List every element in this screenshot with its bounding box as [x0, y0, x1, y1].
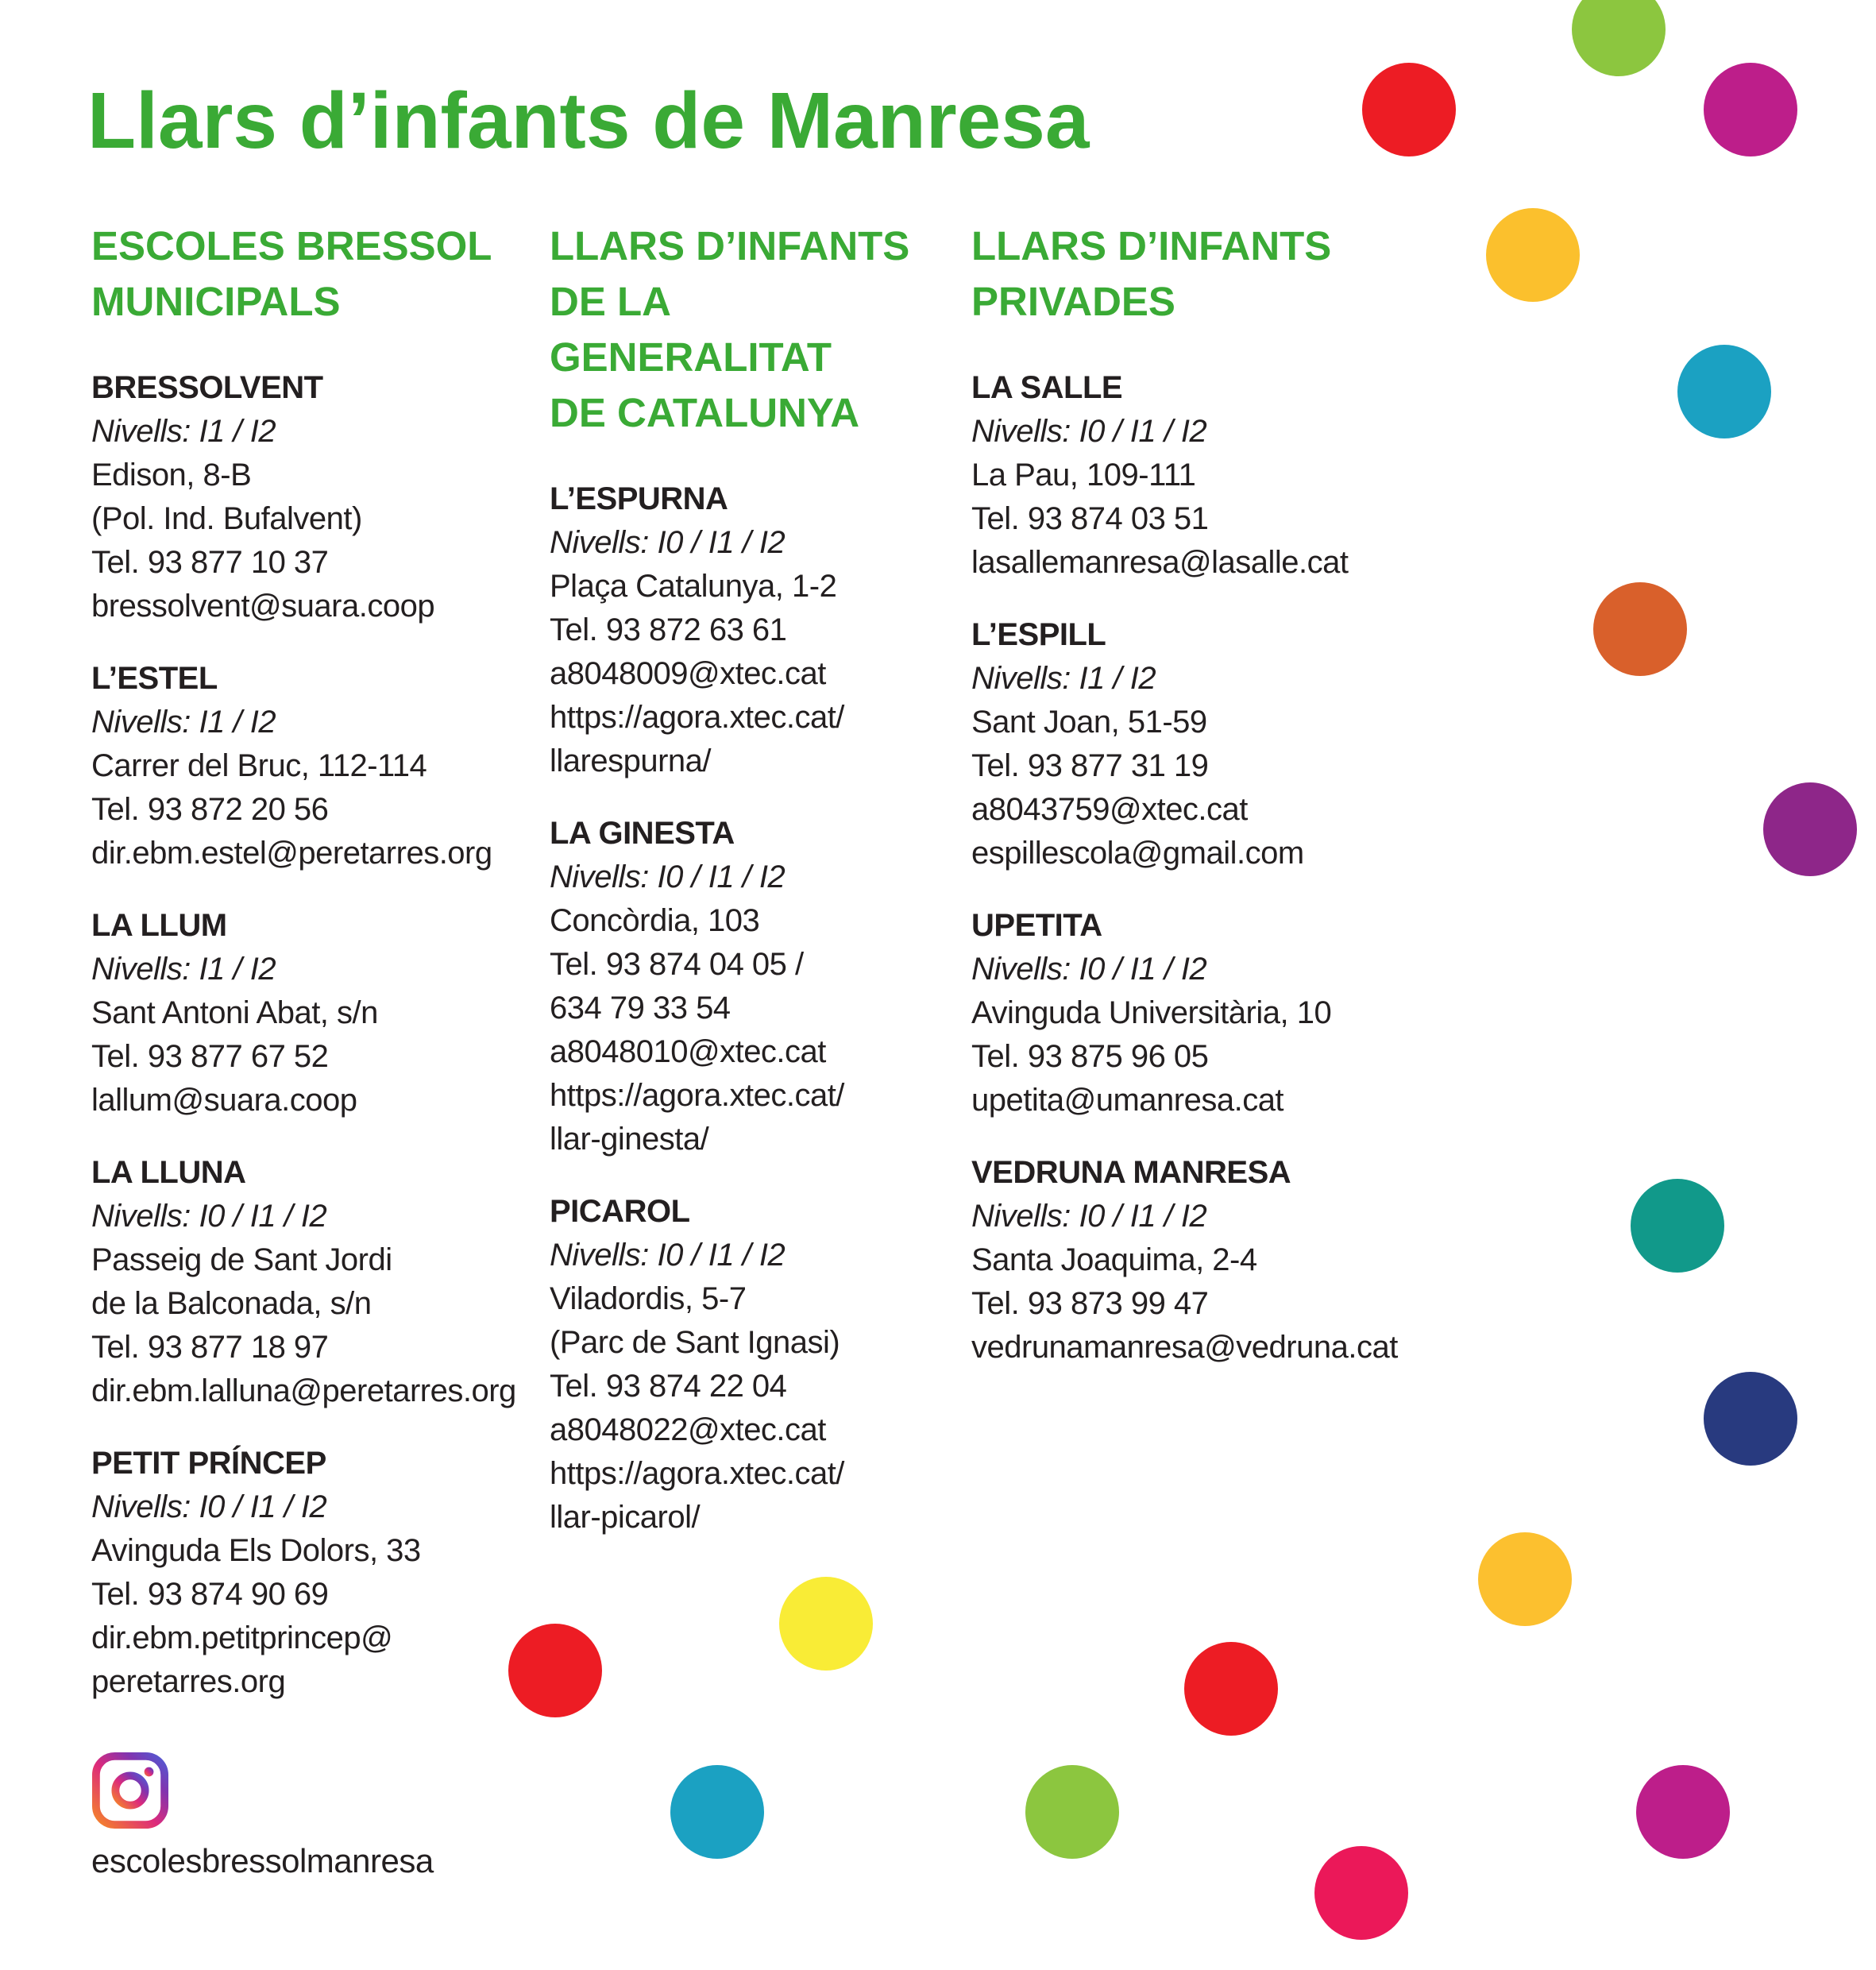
school-email: a8048009@xtec.cat — [550, 656, 826, 691]
school-address: Santa Joaquima, 2-4 — [971, 1242, 1257, 1277]
school-name: BRESSOLVENT — [91, 370, 323, 405]
decorative-dot-red — [508, 1624, 602, 1717]
school-name: LA GINESTA — [550, 816, 735, 851]
column-generalitat — [550, 218, 963, 1568]
school-address: Concòrdia, 103 — [550, 903, 760, 938]
school-address: Viladordis, 5-7 — [550, 1281, 747, 1316]
school-phone: Tel. 93 872 20 56 — [91, 792, 329, 827]
school-phone: Tel. 93 875 96 05 — [971, 1039, 1209, 1074]
instagram-link[interactable] — [91, 1752, 434, 1883]
school-entry-lestel — [91, 657, 520, 875]
school-website: https://agora.xtec.cat/ — [550, 1456, 844, 1491]
decorative-dot-blue — [670, 1765, 764, 1859]
school-entry-la-lluna — [91, 1151, 520, 1413]
school-levels: Nivells: I0 / I1 / I2 — [550, 1238, 786, 1273]
instagram-icon — [91, 1752, 169, 1829]
school-address: Plaça Catalunya, 1-2 — [550, 569, 837, 604]
decorative-dot-pink — [1314, 1846, 1408, 1940]
page-title: Llars d’infants de Manresa — [87, 76, 1090, 165]
school-website: llarespurna/ — [550, 744, 712, 778]
school-email: dir.ebm.lalluna@peretarres.org — [91, 1373, 516, 1408]
decorative-dot-navy — [1704, 1372, 1797, 1466]
school-entry-la-ginesta — [550, 812, 963, 1161]
column-escoles-bressol — [91, 218, 520, 1732]
decorative-dot-green — [1572, 0, 1666, 76]
school-name: LA LLUNA — [91, 1155, 246, 1190]
decorative-dot-yellow — [1478, 1532, 1572, 1626]
school-email: a8043759@xtec.cat — [971, 792, 1248, 827]
school-name: L’ESPILL — [971, 617, 1106, 652]
school-email: lasallemanresa@lasalle.cat — [971, 545, 1349, 580]
decorative-dot-lemon — [779, 1577, 873, 1671]
school-address: Avinguda Els Dolors, 33 — [91, 1533, 421, 1568]
decorative-dot-teal — [1631, 1179, 1724, 1273]
school-address: de la Balconada, s/n — [91, 1286, 372, 1321]
decorative-dot-purple — [1763, 782, 1857, 876]
school-phone: Tel. 93 872 63 61 — [550, 612, 787, 647]
school-levels: Nivells: I0 / I1 / I2 — [971, 414, 1207, 449]
school-address: Sant Antoni Abat, s/n — [91, 995, 378, 1030]
school-entry-upetita — [971, 904, 1416, 1122]
school-website: llar-ginesta/ — [550, 1122, 709, 1157]
school-address: Carrer del Bruc, 112-114 — [91, 748, 427, 783]
school-entry-picarol — [550, 1190, 963, 1539]
school-levels: Nivells: I1 / I2 — [91, 952, 276, 987]
school-website: llar-picarol/ — [550, 1500, 701, 1535]
school-email: bressolvent@suara.coop — [91, 589, 435, 624]
school-entry-lespurna — [550, 477, 963, 783]
school-entry-bressolvent — [91, 366, 520, 628]
school-address: Edison, 8-B — [91, 458, 252, 492]
school-name: LA LLUM — [91, 908, 227, 943]
school-levels: Nivells: I0 / I1 / I2 — [550, 859, 786, 894]
school-levels: Nivells: I0 / I1 / I2 — [971, 952, 1207, 987]
column-heading: LLARS D’INFANTS DE LA GENERALITAT DE CATALUNYA — [550, 223, 910, 435]
school-name: VEDRUNA MANRESA — [971, 1155, 1291, 1190]
school-address: (Pol. Ind. Bufalvent) — [91, 501, 362, 536]
column-heading: LLARS D’INFANTS PRIVADES — [971, 223, 1332, 324]
decorative-dot-orange — [1593, 582, 1687, 676]
school-phone: Tel. 93 874 90 69 — [91, 1577, 329, 1612]
school-name: UPETITA — [971, 908, 1102, 943]
school-email: peretarres.org — [91, 1664, 286, 1699]
school-name: L’ESTEL — [91, 661, 218, 696]
decorative-dot-green — [1025, 1765, 1119, 1859]
school-phone: 634 79 33 54 — [550, 991, 731, 1026]
school-name: LA SALLE — [971, 370, 1123, 405]
school-entry-la-salle — [971, 366, 1416, 585]
school-phone: Tel. 93 873 99 47 — [971, 1286, 1209, 1321]
school-address: Avinguda Universitària, 10 — [971, 995, 1332, 1030]
school-phone: Tel. 93 874 04 05 / — [550, 947, 804, 982]
school-email: vedrunamanresa@vedruna.cat — [971, 1330, 1398, 1365]
school-entry-petit-princep — [91, 1442, 520, 1704]
school-email: upetita@umanresa.cat — [971, 1083, 1284, 1118]
school-phone: Tel. 93 877 31 19 — [971, 748, 1209, 783]
school-website: https://agora.xtec.cat/ — [550, 700, 844, 735]
school-name: L’ESPURNA — [550, 481, 728, 516]
school-levels: Nivells: I0 / I1 / I2 — [91, 1489, 327, 1524]
school-phone: Tel. 93 877 10 37 — [91, 545, 329, 580]
school-levels: Nivells: I0 / I1 / I2 — [550, 525, 786, 560]
school-levels: Nivells: I1 / I2 — [91, 414, 276, 449]
school-phone: Tel. 93 877 18 97 — [91, 1330, 329, 1365]
school-levels: Nivells: I1 / I2 — [91, 705, 276, 740]
decorative-dot-yellow — [1486, 208, 1580, 302]
school-entry-vedruna-manresa — [971, 1151, 1416, 1369]
school-email: lallum@suara.coop — [91, 1083, 357, 1118]
school-address: Passeig de Sant Jordi — [91, 1242, 392, 1277]
school-phone: Tel. 93 874 03 51 — [971, 501, 1209, 536]
school-email: dir.ebm.estel@peretarres.org — [91, 836, 492, 871]
school-entry-lespill — [971, 613, 1416, 875]
school-address: Sant Joan, 51-59 — [971, 705, 1207, 740]
decorative-dot-red — [1362, 63, 1456, 156]
decorative-dot-blue — [1677, 345, 1771, 438]
school-email: a8048022@xtec.cat — [550, 1412, 826, 1447]
school-phone: Tel. 93 877 67 52 — [91, 1039, 329, 1074]
school-email: espillescola@gmail.com — [971, 836, 1304, 871]
school-address: La Pau, 109-111 — [971, 458, 1196, 492]
decorative-dot-magenta — [1636, 1765, 1730, 1859]
school-phone: Tel. 93 874 22 04 — [550, 1369, 787, 1404]
decorative-dot-red — [1184, 1642, 1278, 1736]
school-name: PETIT PRÍNCEP — [91, 1446, 326, 1481]
school-email: a8048010@xtec.cat — [550, 1034, 826, 1069]
school-address: (Parc de Sant Ignasi) — [550, 1325, 840, 1360]
school-email: dir.ebm.petitprincep@ — [91, 1620, 393, 1655]
school-website: https://agora.xtec.cat/ — [550, 1078, 844, 1113]
decorative-dot-magenta — [1704, 63, 1797, 156]
school-name: PICAROL — [550, 1194, 690, 1229]
instagram-handle: escolesbressolmanresa — [91, 1842, 434, 1879]
school-levels: Nivells: I0 / I1 / I2 — [971, 1199, 1207, 1234]
column-privades — [971, 218, 1416, 1398]
school-levels: Nivells: I0 / I1 / I2 — [91, 1199, 327, 1234]
school-levels: Nivells: I1 / I2 — [971, 661, 1156, 696]
column-heading: ESCOLES BRESSOL MUNICIPALS — [91, 223, 492, 324]
school-entry-la-llum — [91, 904, 520, 1122]
